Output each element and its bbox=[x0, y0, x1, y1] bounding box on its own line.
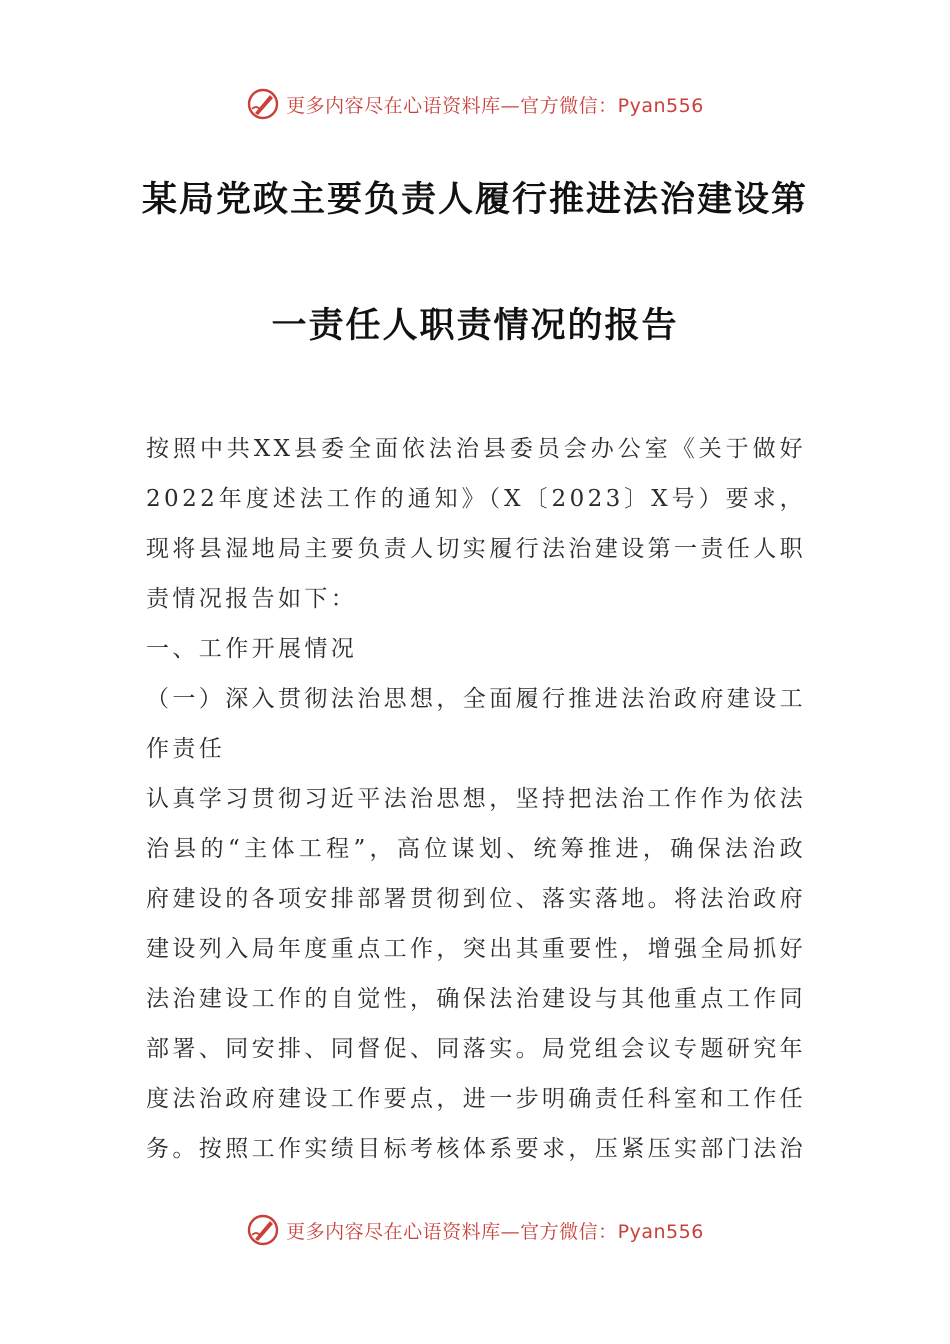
document-title-line-1: 某局党政主要负责人履行推进法治建设第 bbox=[141, 180, 808, 220]
body-paragraph: 认真学习贯彻习近平法治思想，坚持把法治工作作为依法治县的“主体工程”，高位谋划、统筹推进，确保法治政府建设的各项安排部署贯彻到位、落实落地。将法治政府建设列入局年度重点工作，突出其重要性，增强全局抓好法治建设工作的自觉性，确保法治建设与其他重点工作同部署、同安排、同督促、同落实。局党组会议专题研究年度法治政府建设工作要点，进一步明确责任科室和工作任务。按照工作实绩目标考核体系要求，压紧压实部门法治 bbox=[146, 786, 806, 1162]
watermark-handle: Pyan556 bbox=[617, 94, 704, 117]
document-title-line-2: 一责任人职责情况的报告 bbox=[271, 306, 679, 346]
document-body bbox=[146, 424, 806, 1174]
subsection-heading: （一）深入贯彻法治思想，全面履行推进法治政府建设工作责任 bbox=[146, 686, 806, 762]
watermark-header bbox=[0, 84, 950, 124]
intro-paragraph: 按照中共XX县委全面依法治县委员会办公室《关于做好2022年度述法工作的通知》（X〔2023〕X号）要求，现将县湿地局主要负责人切实履行法治建设第一责任人职责情况报告如下： bbox=[146, 436, 806, 612]
quill-pen-circle-icon bbox=[246, 87, 280, 121]
watermark-footer bbox=[0, 1210, 950, 1250]
quill-pen-circle-icon bbox=[246, 1213, 280, 1247]
watermark-text: 更多内容尽在心语资料库—官方微信：Pyan556 bbox=[286, 1220, 704, 1243]
watermark-text: 更多内容尽在心语资料库—官方微信：Pyan556 bbox=[286, 94, 704, 117]
watermark-handle: Pyan556 bbox=[617, 1220, 704, 1243]
section-heading: 一、工作开展情况 bbox=[146, 636, 358, 662]
